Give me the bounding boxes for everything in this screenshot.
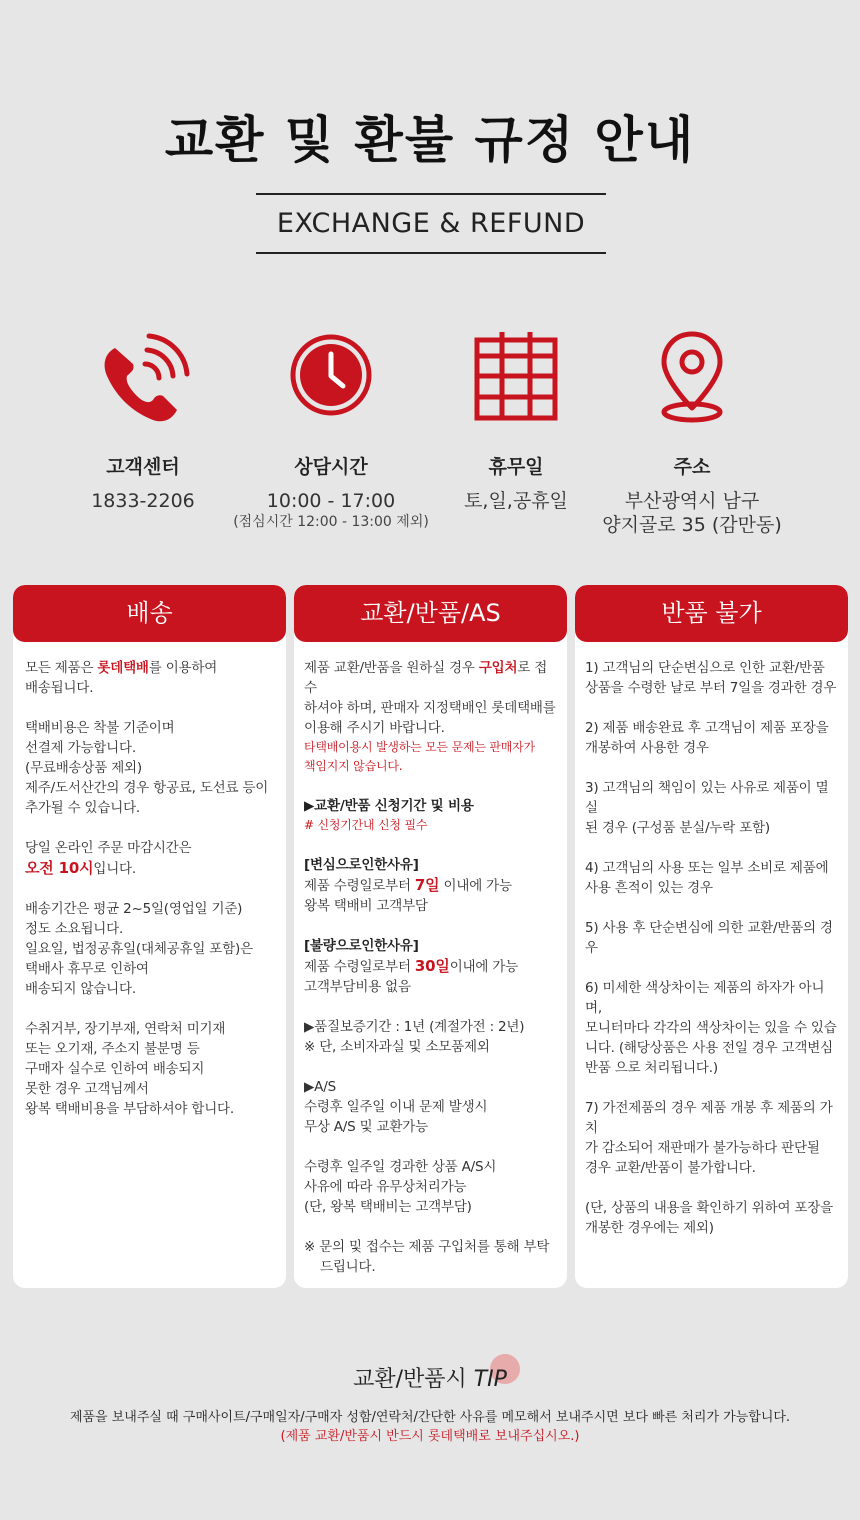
info-value: 10:00 - 17:00 [266, 490, 396, 512]
info-customer-center [43, 330, 243, 513]
info-label: 상담시간 [294, 456, 368, 478]
clock-icon [281, 330, 381, 430]
no-return-card [575, 585, 848, 1288]
exchange-card-title: 교환/반품/AS [294, 585, 567, 642]
tip-text: 제품을 보내주실 때 구매사이트/구매일자/구매자 성함/연락처/간단한 사유를 메모해서 보내주시면 보다 빠른 처리가 가능합니다. (제품 교환/반품시 반드시 롯데택배로 보내주십시오.) [69, 1410, 791, 1444]
no-return-card-title: 반품 불가 [575, 585, 848, 642]
shipping-card-body: 모든 제품은 롯데택배를 이용하여 배송됩니다. 택배비용은 착불 기준이며 선결제 가능합니다. (무료배송상품 제외) 제주/도서산간의 경우 항공료, 도선료 등이 추가될 수 있습니다. 당일 온라인 주문 마감시간은 오전 10시입니다. 배송기간은 평균 2~5일(영업일 기준) 정도 소요됩니다. 일요일, 법정공휴일(대체공휴일 포함)은 택배사 휴무로 인하여 배송되지 않습니다. 수취거부, 장기부재, 연락처 미기재 또는 오기재, 주소지 불분명 등 구매자 실수로 인하여 배송되지 못한 경우 고객님께서 왕복 택배비용을 부담하셔야 합니다. [25, 660, 269, 1117]
list-item: 6) 미세한 색상차이는 제품의 하자가 아니며, 모니터마다 각각의 색상차이는 있을 수 있습 니다. (해당상품은 사용 전일 경우 고객변심 반품 으로 처리됩니다.) [585, 980, 837, 1076]
exchange-card [294, 585, 567, 1288]
shipping-card-title: 배송 [13, 585, 286, 642]
calendar-icon [466, 330, 566, 430]
phone-icon [93, 330, 193, 430]
subtitle-box [256, 193, 606, 254]
info-address [592, 330, 792, 537]
info-note: (점심시간 12:00 - 13:00 제외) [233, 514, 429, 530]
list-item: (단, 상품의 내용을 확인하기 위하여 포장을 개봉한 경우에는 제외) [585, 1200, 833, 1236]
info-hours [231, 330, 431, 531]
list-item: 2) 제품 배송완료 후 고객님이 제품 포장을 개봉하여 사용한 경우 [585, 720, 829, 756]
shipping-card [13, 585, 286, 1288]
list-item: 1) 고객님의 단순변심으로 인한 교환/반품 상품을 수령한 날로 부터 7일을 경과한 경우 [585, 660, 837, 696]
page-title: 교환 및 환불 규정 안내 [164, 111, 696, 169]
tip-title: 교환/반품시 TIP [353, 1367, 507, 1392]
info-value: 토,일,공휴일 [464, 490, 568, 512]
exchange-card-body: 제품 교환/반품을 원하실 경우 구입처로 접수 하셔야 하며, 판매자 지정택배인 롯데택배를 이용해 주시기 바랍니다. 타택배이용시 발생하는 모든 문제는 판매자가 책임지지 않습니다. ▶교환/반품 신청기간 및 비용 # 신청기간내 신청 필수 [변심으로인한사유] 제품 수령일로부터 7일 이내에 가능 왕복 택배비 고객부담 [불량으로인한사유] 제품 수령일로부터 30일이내에 가능 고객부담비용 없음 ▶품질보증기간 : 1년 (계절가전 : 2년) ※ 단, 소비자과실 및 소모품제외 ▶A/S 수령후 일주일 이내 문제 발생시 무상 A/S 및 교환가능 수령후 일주일 경과한 상품 A/S시 사유에 따라 유무상처리가능 (단, 왕복 택배비는 고객부담) ※ 문의 및 접수는 제품 구입처를 통해 부탁 드립니다. [304, 660, 556, 1275]
list-item: 3) 고객님의 책임이 있는 사유로 제품이 멸실 된 경우 (구성품 분실/누락 포함) [585, 780, 829, 836]
info-holidays [416, 330, 616, 513]
subtitle: EXCHANGE & REFUND [276, 208, 586, 239]
list-item: 7) 가전제품의 경우 제품 개봉 후 제품의 가치 가 감소되어 재판매가 불가능하다 판단될 경우 교환/반품이 불가합니다. [585, 1100, 833, 1176]
location-pin-icon [642, 330, 742, 430]
info-label: 고객센터 [106, 456, 180, 478]
info-label: 주소 [673, 456, 711, 478]
info-label: 휴무일 [488, 456, 544, 478]
info-value: 부산광역시 남구 양지골로 35 (감만동) [602, 490, 782, 536]
list-item: 4) 고객님의 사용 또는 일부 소비로 제품에 사용 흔적이 있는 경우 [585, 860, 829, 896]
info-value: 1833-2206 [91, 490, 195, 512]
list-item: 5) 사용 후 단순변심에 의한 교환/반품의 경우 [585, 920, 833, 956]
no-return-card-body [575, 642, 848, 1238]
